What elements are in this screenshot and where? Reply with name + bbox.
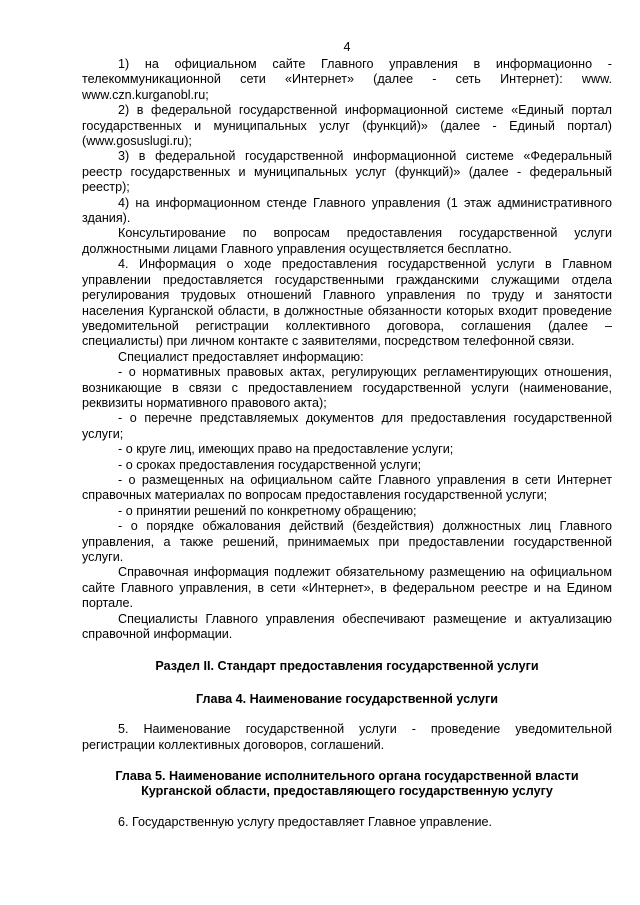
list-item-documents: - о перечне представляемых документов для предоставления государственной услуги; — [82, 411, 612, 441]
chapter-5-heading-line-2: Курганской области, предоставляющего государственную услугу — [141, 784, 553, 799]
paragraph-point-6: 6. Государственную услугу предоставляет Главное управление. — [118, 814, 493, 829]
chapter-5-heading-line-1: Глава 5. Наименование исполнительного органа государственной власти — [115, 769, 579, 784]
paragraph-item-2: 2) в федеральной государственной информационной системе «Единый портал государственных и муниципальных услуг (функций)» (далее - Единый портал) (www.gosuslugi.ru); — [82, 103, 612, 149]
info-section — [82, 57, 612, 642]
chapter-4-heading: Глава 4. Наименование государственной услуги — [196, 691, 498, 706]
list-item-terms: - о сроках предоставления государственной услуги; — [118, 457, 422, 472]
paragraph-point-4: 4. Информация о ходе предоставления государственной услуги в Главном управлении предоставляется государственными гражданскими служащими отдела регулирования трудовых отношений Главного управления по труду и занятости населения Курганской области, в должностные обязанности которых входит проведение уведомительной регистрации коллективного договора, соглашения (далее – специалисты) при личном контакте с заявителями, посредством телефонной связи. — [82, 257, 612, 349]
list-item-website-materials: - о размещенных на официальном сайте Главного управления в сети Интернет справочных материалах по вопросам предоставления государственной услуги; — [82, 472, 612, 503]
list-item-persons: - о круге лиц, имеющих право на предоставление услуги; — [118, 442, 454, 457]
list-item-appeal: - о порядке обжалования действий (бездействия) должностных лиц Главного управления, а также решений, принимаемых при предоставлении государственной услуги. — [82, 519, 612, 564]
paragraph-item-4: 4) на информационном стенде Главного управления (1 этаж административного здания). — [82, 195, 612, 226]
page-number: 4 — [343, 40, 351, 54]
paragraph-consulting: Консультирование по вопросам предоставления государственной услуги должностными лицами Главного управления осуществляется бесплатно. — [82, 226, 612, 256]
paragraph-item-3: 3) в федеральной государственной информационной системе «Федеральный реестр государственных и муниципальных услуг (функций)» (далее - федеральный реестр); — [82, 149, 612, 195]
paragraph-reference-info: Справочная информация подлежит обязательному размещению на официальном сайте Главного управления, в сети «Интернет», в федеральном реестре и на Едином портале. — [82, 565, 612, 611]
chapter-5-heading — [82, 769, 612, 800]
paragraph-specialists: Специалисты Главного управления обеспечивают размещение и актуализацию справочной информации. — [82, 611, 612, 642]
list-item-decisions: - о принятии решений по конкретному обращению; — [118, 503, 417, 518]
paragraph-specialist-intro: Специалист предоставляет информацию: — [118, 349, 364, 364]
paragraph-point-5: 5. Наименование государственной услуги - проведение уведомительной регистрации коллективных договоров, соглашений. — [82, 722, 612, 752]
paragraph-item-1: 1) на официальном сайте Главного управления в информационно - телекоммуникационной сети «Интернет» (далее - сеть Интернет): www. www.czn.kurganobl.ru; — [82, 57, 612, 102]
document-page — [82, 40, 612, 830]
list-item-legal-acts: - о нормативных правовых актах, регулирующих регламентирующих отношения, возникающие в связи с предоставлением государственной услуги (наименование, реквизиты нормативного правового акта); — [82, 365, 612, 410]
section-heading: Раздел II. Стандарт предоставления государственной услуги — [155, 659, 539, 674]
